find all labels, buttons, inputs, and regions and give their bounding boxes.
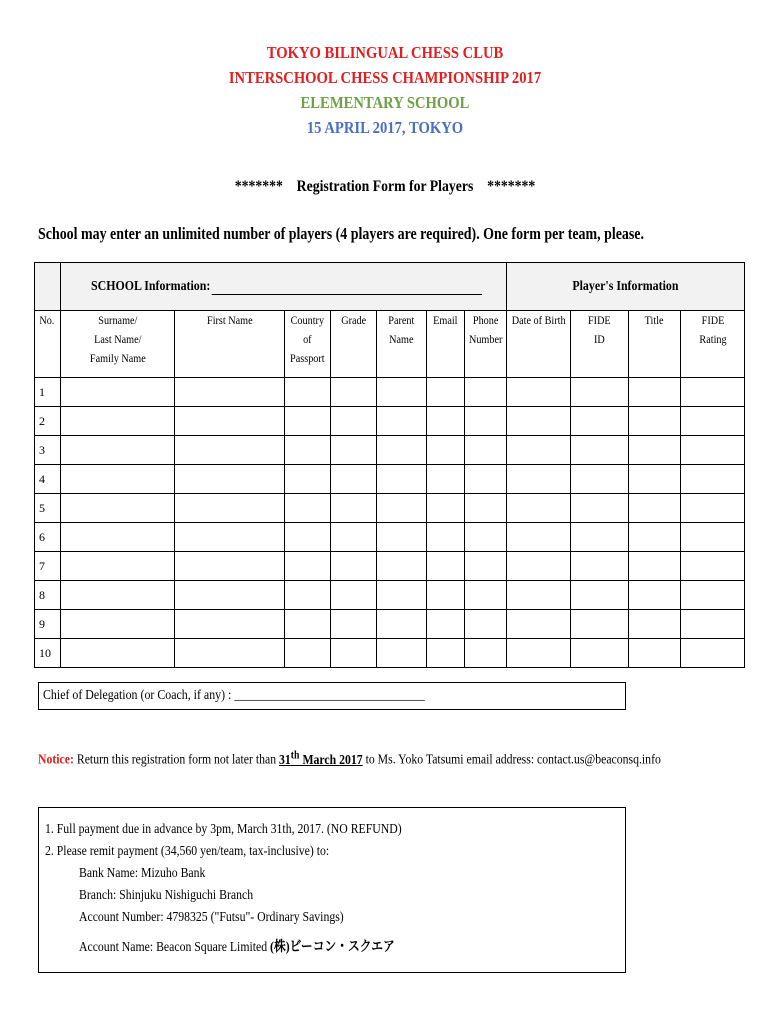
table-row xyxy=(35,552,745,581)
club-name: TOKYO BILINGUAL CHESS CLUB xyxy=(266,43,504,62)
player-entry-cell[interactable] xyxy=(377,407,427,436)
player-entry-cell[interactable] xyxy=(629,552,681,581)
player-entry-cell[interactable] xyxy=(571,494,629,523)
player-entry-cell[interactable] xyxy=(629,378,681,407)
player-entry-cell[interactable] xyxy=(507,552,571,581)
player-entry-cell[interactable] xyxy=(427,639,465,668)
player-entry-cell[interactable] xyxy=(285,378,331,407)
player-entry-cell[interactable] xyxy=(629,465,681,494)
player-entry-cell[interactable] xyxy=(175,436,285,465)
player-entry-cell[interactable] xyxy=(331,552,377,581)
player-entry-cell[interactable] xyxy=(377,581,427,610)
row-number: 8 xyxy=(35,581,61,610)
player-entry-cell[interactable] xyxy=(465,378,507,407)
payment-info-box xyxy=(38,807,626,973)
player-entry-cell[interactable] xyxy=(331,407,377,436)
chief-of-delegation-field[interactable]: Chief of Delegation (or Coach, if any) : ________________________________ xyxy=(38,682,626,710)
player-entry-cell[interactable] xyxy=(571,378,629,407)
player-entry-cell[interactable] xyxy=(331,494,377,523)
notice-text-before: Return this registration form not later than xyxy=(73,752,280,768)
player-entry-cell[interactable] xyxy=(175,378,285,407)
notice-text-after: to Ms. Yoko Tatsumi email address: contact.us@beaconsq.info xyxy=(362,752,661,768)
col-fide-rating: FIDE Rating xyxy=(681,311,745,378)
player-entry-cell[interactable] xyxy=(427,378,465,407)
bank-name: Bank Name: Mizuho Bank xyxy=(79,866,206,881)
notice-deadline: 31th March 2017 xyxy=(279,748,363,768)
col-surname: Surname/ Last Name/ Family Name xyxy=(61,311,175,378)
player-entry-cell[interactable] xyxy=(285,494,331,523)
player-entry-cell[interactable] xyxy=(571,639,629,668)
col-no: No. xyxy=(35,311,61,378)
player-entry-cell[interactable] xyxy=(571,552,629,581)
row-number: 6 xyxy=(35,523,61,552)
player-entry-cell[interactable] xyxy=(285,639,331,668)
player-entry-cell[interactable] xyxy=(507,436,571,465)
player-entry-cell[interactable] xyxy=(465,523,507,552)
col-country: Country of Passport xyxy=(285,311,331,378)
school-information xyxy=(61,263,507,311)
player-entry-cell[interactable] xyxy=(377,639,427,668)
player-entry-cell[interactable] xyxy=(629,523,681,552)
player-entry-cell[interactable] xyxy=(377,610,427,639)
player-entry-cell[interactable] xyxy=(285,436,331,465)
player-entry-cell[interactable] xyxy=(331,610,377,639)
title-stars-left: ******* xyxy=(234,178,283,195)
col-fide-id: FIDE ID xyxy=(571,311,629,378)
account-name: Account Name: Beacon Square Limited (株)ビーコン・スクエア xyxy=(79,940,395,955)
row-number: 9 xyxy=(35,610,61,639)
player-entry-cell[interactable] xyxy=(377,494,427,523)
col-date-of-birth: Date of Birth xyxy=(507,311,571,378)
player-entry-cell[interactable] xyxy=(377,552,427,581)
player-entry-cell[interactable] xyxy=(61,436,175,465)
player-entry-cell[interactable] xyxy=(285,523,331,552)
player-entry-cell[interactable] xyxy=(629,639,681,668)
player-entry-cell[interactable] xyxy=(465,407,507,436)
player-entry-cell[interactable] xyxy=(331,378,377,407)
player-entry-cell[interactable] xyxy=(285,407,331,436)
title-stars-right: ******* xyxy=(487,178,536,195)
player-entry-cell[interactable] xyxy=(507,494,571,523)
player-entry-cell[interactable] xyxy=(629,610,681,639)
school-level: ELEMENTARY SCHOOL xyxy=(300,93,470,112)
player-entry-cell[interactable] xyxy=(61,581,175,610)
col-parent-name: Parent Name xyxy=(377,311,427,378)
player-entry-cell[interactable] xyxy=(377,523,427,552)
table-row xyxy=(35,465,745,494)
title-text: Registration Form for Players xyxy=(296,178,474,195)
championship-name: INTERSCHOOL CHESS CHAMPIONSHIP 2017 xyxy=(228,68,542,87)
player-entry-cell[interactable] xyxy=(175,523,285,552)
event-date: 15 APRIL 2017, TOKYO xyxy=(306,118,464,137)
row-number: 7 xyxy=(35,552,61,581)
school-info-blank[interactable] xyxy=(212,294,482,295)
player-entry-cell[interactable] xyxy=(465,610,507,639)
registration-table xyxy=(34,262,745,668)
row-number: 4 xyxy=(35,465,61,494)
player-entry-cell[interactable] xyxy=(61,523,175,552)
player-entry-cell[interactable] xyxy=(507,610,571,639)
instruction-text: School may enter an unlimited number of players (4 players are required). One form per team, please. xyxy=(38,224,644,243)
table-row xyxy=(35,436,745,465)
form-title xyxy=(54,178,716,196)
player-entry-cell[interactable] xyxy=(681,436,745,465)
col-grade: Grade xyxy=(331,311,377,378)
row-number: 3 xyxy=(35,436,61,465)
school-info-label: SCHOOL Information: xyxy=(91,278,211,294)
col-phone-number: Phone Number xyxy=(465,311,507,378)
player-entry-cell[interactable] xyxy=(175,610,285,639)
player-entry-cell[interactable] xyxy=(427,465,465,494)
player-entry-cell[interactable] xyxy=(571,523,629,552)
player-entry-cell[interactable] xyxy=(507,639,571,668)
registration-table-wrap xyxy=(34,262,744,668)
player-entry-cell[interactable] xyxy=(465,494,507,523)
player-entry-cell[interactable] xyxy=(507,523,571,552)
player-entry-cell[interactable] xyxy=(681,378,745,407)
player-entry-cell[interactable] xyxy=(571,581,629,610)
player-entry-cell[interactable] xyxy=(331,465,377,494)
player-entry-cell[interactable] xyxy=(427,407,465,436)
player-entry-cell[interactable] xyxy=(681,465,745,494)
player-entry-cell[interactable] xyxy=(681,581,745,610)
player-entry-cell[interactable] xyxy=(427,436,465,465)
player-entry-cell[interactable] xyxy=(681,610,745,639)
player-entry-cell[interactable] xyxy=(507,378,571,407)
player-entry-cell[interactable] xyxy=(629,407,681,436)
player-entry-cell[interactable] xyxy=(285,465,331,494)
player-entry-cell[interactable] xyxy=(175,639,285,668)
notice-label: Notice: xyxy=(38,752,74,768)
banner-blank-cell xyxy=(35,263,61,311)
player-entry-cell[interactable] xyxy=(681,552,745,581)
notice-line xyxy=(38,748,661,769)
row-number: 10 xyxy=(35,639,61,668)
account-name-japanese: (株)ビーコン・スクエア xyxy=(270,940,395,955)
table-banner-row xyxy=(35,263,745,311)
player-entry-cell[interactable] xyxy=(465,581,507,610)
player-entry-cell[interactable] xyxy=(465,639,507,668)
player-entry-cell[interactable] xyxy=(571,407,629,436)
row-number: 1 xyxy=(35,378,61,407)
player-entry-cell[interactable] xyxy=(285,552,331,581)
player-entry-cell[interactable] xyxy=(175,581,285,610)
player-entry-cell[interactable] xyxy=(629,581,681,610)
player-entry-cell[interactable] xyxy=(427,523,465,552)
col-first-name: First Name xyxy=(175,311,285,378)
payment-line-2: 2. Please remit payment (34,560 yen/team, tax-inclusive) to: xyxy=(45,844,330,859)
player-entry-cell[interactable] xyxy=(61,378,175,407)
player-entry-cell[interactable] xyxy=(331,523,377,552)
table-row xyxy=(35,639,745,668)
player-entry-cell[interactable] xyxy=(175,494,285,523)
column-header-row xyxy=(35,311,745,378)
player-entry-cell[interactable] xyxy=(507,465,571,494)
player-entry-cell[interactable] xyxy=(427,610,465,639)
player-entry-cell[interactable] xyxy=(285,610,331,639)
col-email: Email xyxy=(427,311,465,378)
table-row xyxy=(35,610,745,639)
branch-name: Branch: Shinjuku Nishiguchi Branch xyxy=(79,888,254,903)
player-entry-cell[interactable] xyxy=(331,639,377,668)
player-entry-cell[interactable] xyxy=(61,552,175,581)
player-entry-cell[interactable] xyxy=(331,581,377,610)
row-number: 5 xyxy=(35,494,61,523)
player-entry-cell[interactable] xyxy=(427,494,465,523)
player-entry-cell[interactable] xyxy=(681,523,745,552)
table-row xyxy=(35,494,745,523)
player-entry-cell[interactable] xyxy=(571,436,629,465)
player-entry-cell[interactable] xyxy=(465,552,507,581)
table-row xyxy=(35,523,745,552)
player-entry-cell[interactable] xyxy=(175,465,285,494)
row-number: 2 xyxy=(35,407,61,436)
player-entry-cell[interactable] xyxy=(427,581,465,610)
payment-line-1: 1. Full payment due in advance by 3pm, March 31th, 2017. (NO REFUND) xyxy=(45,822,402,837)
player-entry-cell[interactable] xyxy=(377,436,427,465)
table-row xyxy=(35,581,745,610)
player-entry-cell[interactable] xyxy=(61,465,175,494)
player-entry-cell[interactable] xyxy=(285,581,331,610)
account-number: Account Number: 4798325 ("Futsu"- Ordinary Savings) xyxy=(79,910,344,925)
player-rows xyxy=(35,378,745,668)
player-entry-cell[interactable] xyxy=(61,407,175,436)
table-row xyxy=(35,407,745,436)
player-entry-cell[interactable] xyxy=(331,436,377,465)
player-entry-cell[interactable] xyxy=(175,407,285,436)
col-title: Title xyxy=(629,311,681,378)
player-entry-cell[interactable] xyxy=(681,494,745,523)
player-entry-cell[interactable] xyxy=(61,610,175,639)
player-entry-cell[interactable] xyxy=(377,378,427,407)
player-entry-cell[interactable] xyxy=(61,494,175,523)
player-entry-cell[interactable] xyxy=(377,465,427,494)
player-entry-cell[interactable] xyxy=(681,639,745,668)
player-entry-cell[interactable] xyxy=(571,610,629,639)
player-entry-cell[interactable] xyxy=(629,494,681,523)
player-entry-cell[interactable] xyxy=(465,436,507,465)
table-row xyxy=(35,378,745,407)
player-entry-cell[interactable] xyxy=(571,465,629,494)
players-information-label: Player's Information xyxy=(507,263,745,311)
document-header xyxy=(0,40,770,140)
player-entry-cell[interactable] xyxy=(175,552,285,581)
player-entry-cell[interactable] xyxy=(507,407,571,436)
player-entry-cell[interactable] xyxy=(507,581,571,610)
player-entry-cell[interactable] xyxy=(61,639,175,668)
player-entry-cell[interactable] xyxy=(465,465,507,494)
player-entry-cell[interactable] xyxy=(629,436,681,465)
player-entry-cell[interactable] xyxy=(427,552,465,581)
player-entry-cell[interactable] xyxy=(681,407,745,436)
